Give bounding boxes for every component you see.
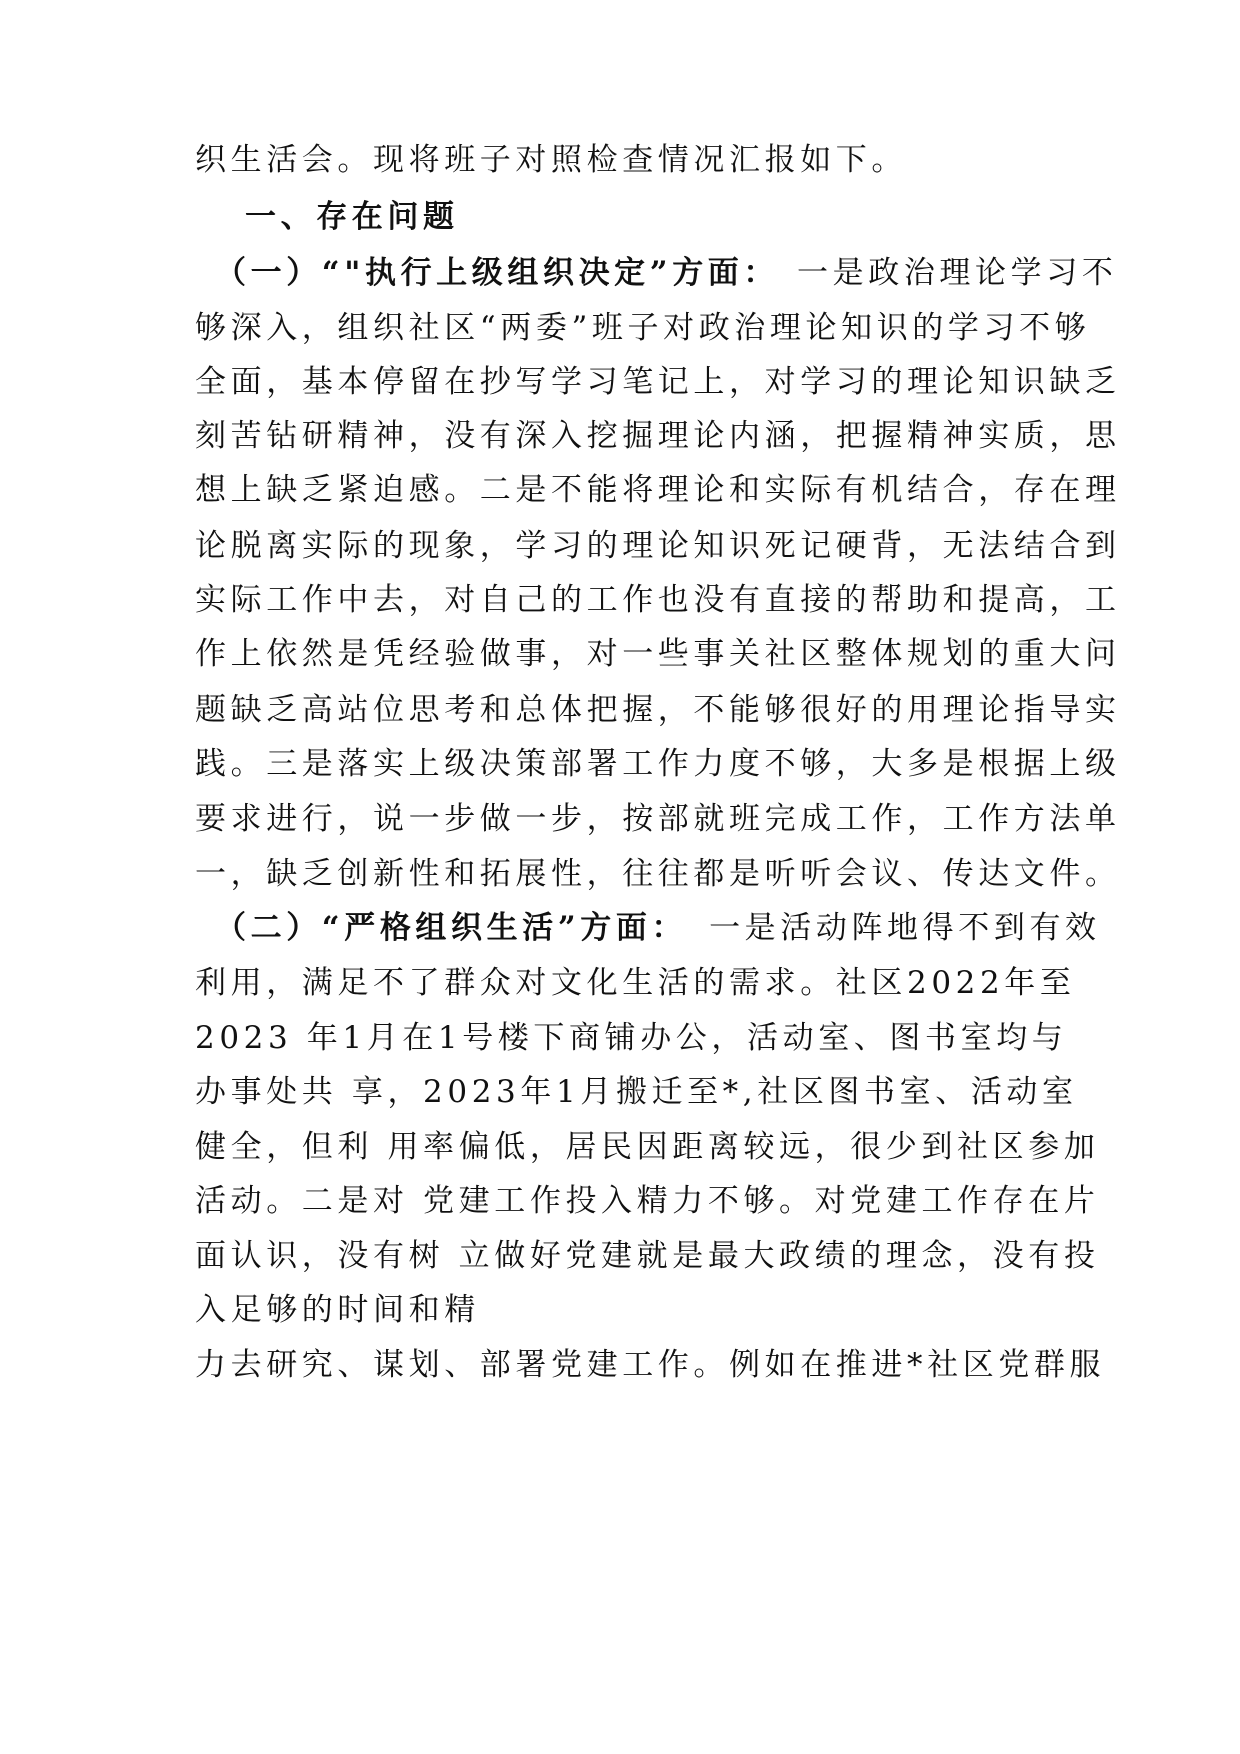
paragraph-line: 2023 年1月在1号楼下商铺办公，活动室、图书室均与 [195,1020,1068,1056]
paragraph-line: 实际工作中去，对自己的工作也没有直接的帮助和提高，工 [195,582,1121,618]
paragraph-line: 利用，满足不了群众对文化生活的需求。社区2022年至 [195,965,1076,1001]
paragraph-line: 织生活会。现将班子对照检查情况汇报如下。 [195,142,907,178]
paragraph-line: 面认识，没有树 立做好党建就是最大政绩的理念，没有投 [195,1238,1100,1274]
paragraph-line: 刻苦钻研精神，没有深入挖掘理论内涵，把握精神实质，思 [195,418,1121,454]
section-heading: 一、存在问题 [245,199,459,235]
paragraph-line: 一，缺乏创新性和拓展性，往往都是听听会议、传达文件。 [195,856,1121,892]
paragraph-line: 论脱离实际的现象，学习的理论知识死记硬背，无法结合到 [195,528,1121,564]
paragraph-line: 想上缺乏紧迫感。二是不能将理论和实际有机结合，存在理 [195,472,1121,508]
subsection-line [215,253,1118,293]
subsection-line [215,908,1101,948]
paragraph-text: 一是政治理论学习不 [797,255,1118,291]
paragraph-line: 入足够的时间和精 [195,1292,480,1328]
paragraph-line: 够深入，组织社区“两委”班子对政治理论知识的学习不够 [195,310,1091,346]
paragraph-line: 全面，基本停留在抄写学习笔记上，对学习的理论知识缺乏 [195,364,1121,400]
paragraph-line: 办事处共 享，2023年1月搬迁至*,社区图书室、活动室 [195,1074,1078,1110]
paragraph-line: 要求进行，说一步做一步，按部就班完成工作，工作方法单 [195,801,1121,837]
paragraph-line: 作上依然是凭经验做事，对一些事关社区整体规划的重大问 [195,636,1121,672]
paragraph-line: 力去研究、谋划、部署党建工作。例如在推进*社区党群服 [195,1347,1106,1383]
paragraph-line: 践。三是落实上级决策部署工作力度不够，大多是根据上级 [195,746,1121,782]
paragraph-line: 健全，但利 用率偏低，居民因距离较远，很少到社区参加 [195,1129,1100,1165]
paragraph-text: 一是活动阵地得不到有效 [709,910,1101,946]
subsection-heading: （二）“严格组织生活”方面： [215,910,688,946]
paragraph-line: 活动。二是对 党建工作投入精力不够。对党建工作存在片 [195,1183,1100,1219]
paragraph-line: 题缺乏高站位思考和总体把握，不能够很好的用理论指导实 [195,692,1121,728]
subsection-heading: （一）“"执行上级组织决定”方面： [215,255,780,291]
